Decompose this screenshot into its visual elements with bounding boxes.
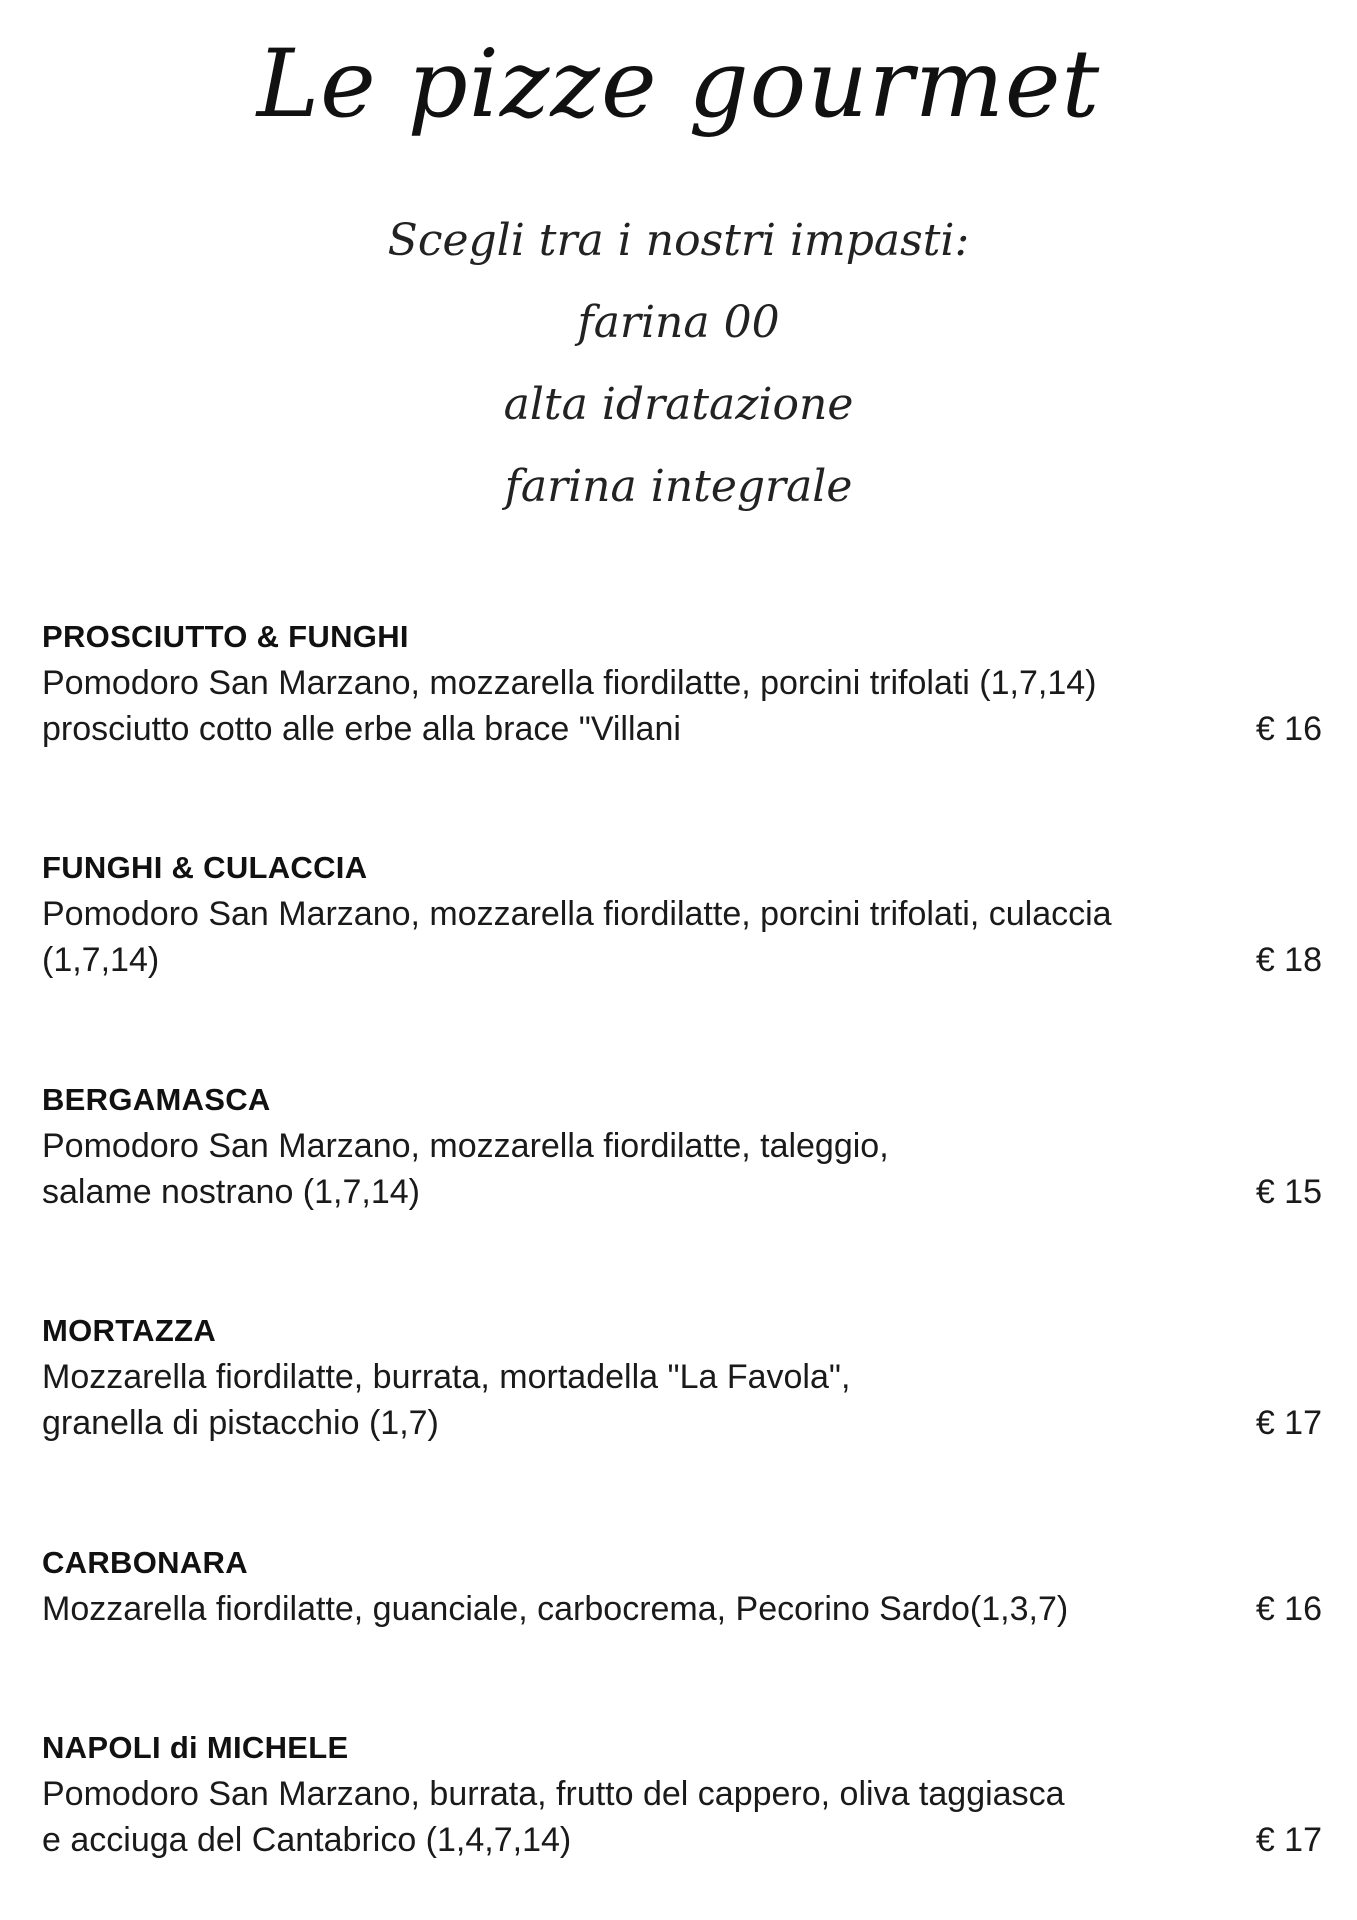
item-description: Mozzarella fiordilatte, guanciale, carbocrema, Pecorino Sardo(1,3,7): [42, 1590, 1069, 1628]
item-description: prosciutto cotto alle erbe alla brace "Villani: [42, 710, 681, 748]
item-description: granella di pistacchio (1,7): [42, 1404, 439, 1442]
menu-item: [42, 1077, 1322, 1215]
menu-item: [42, 614, 1322, 752]
dough-option: alta idratazione: [503, 379, 854, 430]
item-name: PROSCIUTTO & FUNGHI: [42, 619, 409, 654]
item-name: NAPOLI di MICHELE: [42, 1730, 349, 1765]
item-description: Pomodoro San Marzano, mozzarella fiordilatte, porcini trifolati, culaccia: [42, 895, 1112, 933]
item-description: Pomodoro San Marzano, mozzarella fiordilatte, taleggio,: [42, 1127, 889, 1165]
item-name: FUNGHI & CULACCIA: [42, 850, 368, 885]
item-name: BERGAMASCA: [42, 1082, 271, 1117]
menu-item: [42, 1540, 1322, 1632]
menu-item: [42, 845, 1322, 983]
page-title: Le pizze gourmet: [256, 30, 1101, 139]
dough-option: farina 00: [577, 297, 780, 348]
item-price: € 15: [1255, 1173, 1322, 1211]
dough-intro: Scegli tra i nostri impasti:: [387, 215, 970, 266]
item-description: Pomodoro San Marzano, burrata, frutto del cappero, oliva taggiasca: [42, 1775, 1065, 1813]
item-description: (1,7,14): [42, 941, 160, 979]
menu-item: [42, 1308, 1322, 1446]
item-name: CARBONARA: [42, 1545, 248, 1580]
item-description: Pomodoro San Marzano, mozzarella fiordilatte, porcini trifolati (1,7,14): [42, 664, 1097, 702]
menu-item: [42, 1725, 1322, 1863]
item-price: € 18: [1255, 941, 1322, 979]
item-price: € 16: [1255, 1590, 1322, 1628]
item-price: € 17: [1255, 1821, 1322, 1859]
item-description: e acciuga del Cantabrico (1,4,7,14): [42, 1821, 572, 1859]
item-name: MORTAZZA: [42, 1313, 217, 1348]
item-price: € 17: [1255, 1404, 1322, 1442]
item-price: € 16: [1255, 710, 1322, 748]
dough-option: farina integrale: [504, 461, 853, 512]
item-description: Mozzarella fiordilatte, burrata, mortadella "La Favola",: [42, 1358, 851, 1396]
item-description: salame nostrano (1,7,14): [42, 1173, 420, 1211]
dough-options: [0, 200, 1357, 528]
